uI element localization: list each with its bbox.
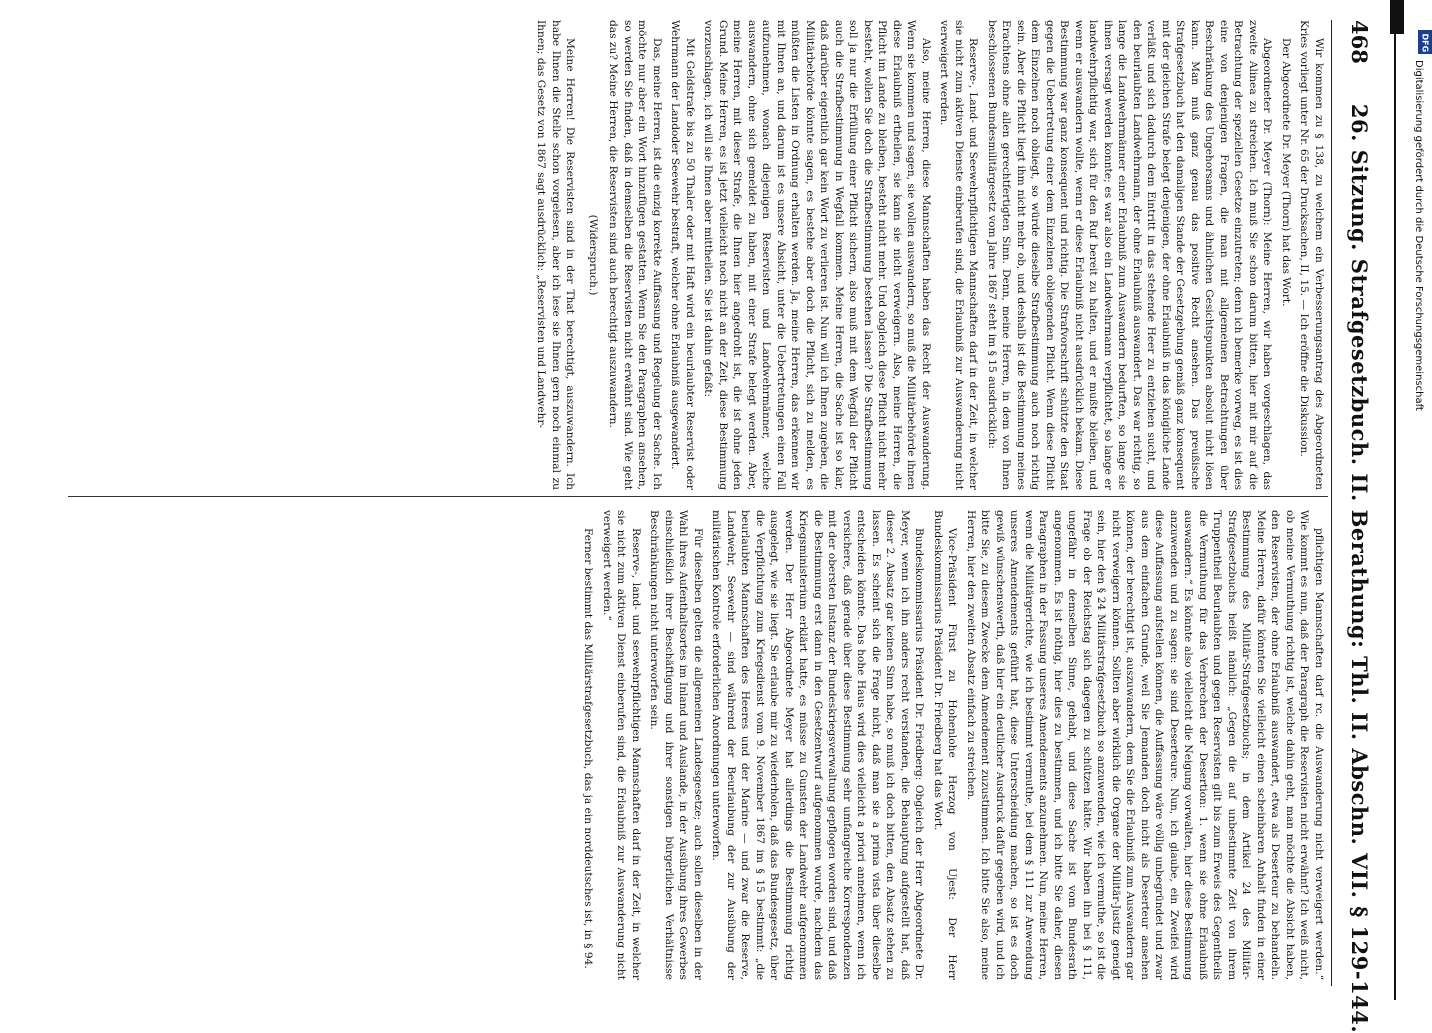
- interjection: (Widerspruch.): [587, 214, 599, 296]
- paragraph: Vice-Präsident Fürst zu Hohenlohe Herzog von Ujest: Der Herr Bundeskommissarius Präsident Dr. Friedberg hat das Wort.: [932, 510, 959, 980]
- paragraph: Also, meine Herren, diese Mannschaften haben das Recht der Auswanderung. Wenn sie kommen und sagen, sie wollen auswandern, so muß die Militärbehörde ihnen diese Erlaubniß ertheilen, sie kann sie nicht verweigern. Also, meine Herren, die Pflicht im Lande zu bleiben, besteht nicht mehr. Und obgleich diese Pflicht nicht mehr besteht, wollen Sie doch die Strafbestimmung bestehen lassen? Die Strafbestimmung soll ja nur die Erfüllung einer Pflicht sichern, also muß mit dem Wegfall der Pflicht auch die Strafbestimmung in Wegfall kommen. Meine Herren, die Sache ist so klar, daß darüber eigentlich gar kein Wort zu verlieren ist. Nun will ich Ihnen zugeben, die Militärbehörde könnte sagen, es bestehe aber doch die Pflicht, sich zu melden, es müßten die Listen in Ordnung erhalten werden. Ja, meine Herren, das erkennen wir mit Ihnen an, und darum ist es unsere Absicht, unter die Uebertretungen einen Fall aufzunehmen, wonach diejenigen Reservisten und Landwehrmänner, welche auswandern, ohne sich gemeldet zu haben, mit einer Strafe belegt werden. Aber, meine Herren, mit dieser Strafe, die Ihnen hier angedroht ist, die ist ohne jeden Grund. Meine Herren, es ist jetzt vielleicht noch nicht an der Zeit, diese Bestimmung vorzuschlagen, ich will sie Ihnen aber mittheilen. Sie ist dahin gefaßt:: [702, 20, 932, 490]
- paragraph-quote: Reserve-, Land- und Seewehrpflichtigen Mannschaften darf in der Zeit, in welcher sie nicht zum aktiven Dienste einberufen sind, die Erlaubniß zur Auswanderung nicht verweigert werden.: [938, 20, 980, 490]
- paragraph-quote: Für dieselben gelten die allgemeinen Landesgesetze; auch sollen dieselben in der Wahl ihres Aufenthaltsortes im Inland und Auslande, in der Ausübung ihres Gewerbes einschließlich ihrer Beschäftigung und ihrer sonstigen bürgerlichen Verhältnisse Beschränkungen nicht unterworfen sein.: [648, 510, 704, 980]
- paragraph: Der Abgeordnete Dr. Meyer (Thorn) hat das Wort.: [1280, 38, 1292, 307]
- paragraph: Das, meine Herren, ist die einzig korrekte Auffassung und Regelung der Sache. Ich möchte nur aber ein Wort hinzufügen gestatten. Wenn Sie den Paragraphen ansehen, so werden Sie finden, daß in demselben die Reservisten nicht erwähnt sind. Wie geht das zu? Meine Herren, die Reservisten sind auch berechtigt auszuwandern.: [607, 20, 663, 490]
- paragraph-quote: Reserve-, land- und seewehrpflichtigen Mannschaften darf in der Zeit, in welcher sie nicht zum aktiven Dienst einberufen sind, die Erlaubniß zur Auswanderung nicht verweigert werden.“: [601, 510, 642, 980]
- running-title: 26. Sitzung. Strafgesetzbuch. II. Berathung: Thl. II. Abschn. VII. § 129-144.: [1347, 103, 1372, 1033]
- paragraph: pflichtigen Mannschaften darf rc. die Auswanderung nicht verweigert werden.“ Wie kommt es nun, daß der Paragraph die Reservisten nicht erwähnt? Ich weiß nicht, ob meine Vermuthung richtig ist, welche dahin geht, man möchte die Absicht haben, den Reservisten, der ohne Erlaubniß auswandert, etwa als Deserteur zu behandeln. Meine Herren, dafür könnten Sie vielleicht einen scheinbaren Anhalt finden in einer Bestimmung des Militär-Strafgesetzbuchs; in dem Artikel 24 des Militär-Strafgesetzbuchs heißt nämlich: „Gegen die auf unbestimmte Zeit von ihrem Truppentheil Beurlaubten und gegen Reservisten gilt bis zum Erweis des Gegentheils die Vermuthung für das Verbrechen der Desertion: 1. wenn sie ohne Erlaubniß auswandern.“ Es könnte also vielleicht die Neigung vorwalten, hier diese Bestimmung anzuwenden und zu sagen: sie sind Deserteure. Nun, ich glaube, ein Zweifel wird diese Auffassung aufstellen können, die Auffassung wäre völlig unbegründet und zwar aus dem einfachen Grunde, weil Sie Jemanden doch nicht als Deserteur ansehen können, der berechtigt ist, auszuwandern, dem Sie die Erlaubniß zum Auswandern gar nicht verweigern können. Sollten aber wirklich die Organe der Militär-Justiz geneigt sein, hier den § 24 Militärstrafgesetzbuch so anzuwenden, wie ich vermuthe, so ist die Frage ob der Reichstag sich dagegen zu schützen hätte. Wir haben ihn bei § 111, ungefähr in demselben Sinne, gehabt, und diese Sache ist vom Bundesrath angenommen. Es ist nöthig, hier dies zu bestimmen, und ich bitte Sie daher, diesen Paragraphen in der Fassung unseres Amendements anzunehmen. Nun, meine Herren, wenn die Militärgerichte, wie ich bestimmt vermuthe, bei dem § 111 zur Anwendung unseres Amendements geführt hat, diese Unterscheidung machen, so ist es doch gewiß wünschenswerth, daß hier ein deutlicher Ausdruck dafür gegeben wird, und ich bitte Sie, zu diesem Zwecke dem Amendement zuzustimmen. Ich bitte Sie also, meine Herren, hier den zweiten Absatz einfach zu streichen.: [965, 510, 1325, 980]
- paragraph: Bundeskommissarius Präsident Dr. Friedberg: Obgleich der Herr Abgeordnete Dr. Meyer, wenn ich ihn anders recht verstanden, die Behauptung aufgestellt hat, daß dieser 2. Absatz gar keinen Sinn habe, so muß ich doch bitten, den Absatz stehen zu lassen. Es scheint sich die Frage nicht, daß man sie a prima vista über dieselbe entscheiden könnte. Das hohe Haus wird dies vielleicht a priori annehmen, wenn ich versichere, daß gerade über diese Bestimmung sehr umfangreiche Korrespondenzen mit der obersten Instanz der Bundeskriegsverwaltung gepflogen worden sind, und daß die Bestimmung erst dann in den Gesetzentwurf aufgenommen wurde, nachdem das Kriegsministerium erklärt hatte, es müsse zu Gunsten der Landwehr aufgenommen werden. Der Herr Abgeordnete Meyer hat allerdings die Bestimmung richtig ausgelegt, wie sie liegt. Sie erlaube mir zu wiederholen, daß das Bundesgesetz, über die Verpflichtung zum Kriegsdienst vom 9. November 1867 im § 15 bestimmt: „die beurlaubten Mannschaften des Heeres und der Marine — und zwar die Reserve, Landwehr, Seewehr — sind während der Beurlaubung der zur Ausübung der militärischen Kontrole erforderlichen Anordnungen unterworfen.: [710, 510, 926, 980]
- paragraph-quote: Mit Geldstrafe bis zu 50 Thaler oder mit Haft wird ein beurlaubter Reservist oder Wehrmann der Landoder Seewehr bestraft, welcher ohne Erlaubniß ausgewandert.: [669, 20, 696, 490]
- paragraph: Ferner bestimmt das Militärstrafgesetzbuch, das ja ein norddeutsches ist, in § 94.: [582, 528, 595, 969]
- page-number: 468: [1347, 20, 1372, 64]
- digitization-credit: Digitalisierung gefördert durch die Deutsche Forschungsgemeinschaft: [1413, 60, 1424, 411]
- dfg-logo-text: DFG: [1420, 33, 1430, 53]
- text-column-left: [76, 20, 1326, 490]
- page-edge-rule: [1394, 0, 1396, 1000]
- text-column-right: [76, 510, 1326, 980]
- dfg-logo: [1418, 30, 1432, 54]
- page-header: [1331, 20, 1372, 1033]
- scan-edge-mark: [1390, 0, 1404, 34]
- paragraph: Wir kommen zu § 138, zu welchem ein Verbesserungsantrag des Abgeordneten Kries vorliegt unter Nr. 65 der Drucksachen, II, 15. — Ich eröffne die Diskussion.: [1298, 20, 1325, 490]
- column-divider: [68, 496, 1328, 497]
- paragraph: Meine Herren! Die Reservisten sind in der That berechtigt, auszuwandern. Ich habe Ihnen die Stelle schon vorgelesen, aber ich lese sie Ihnen gern noch einmal zu Ihnen; das Gesetz von 1867 sagt ausdrücklich: „Reservisten und Landwehr-: [535, 20, 577, 490]
- paragraph: Abgeordneter Dr. Meyer (Thorn): Meine Herren, wir haben vorgeschlagen, das zweite Alinea zu streichen. Ich muß Sie schon darum bitten, hier mit mir auf die Betrachtung der speziellen Gesetze einzutreten; denn ich bemerke vorweg, es ist dies eine von denjenigen Fragen, die man mit allgemeinen Betrachtungen über Beschränkung des Ungehorsams und ähnlichen Gesichtspunkten absolut nicht lösen kann. Man muß ganz genau das positive Recht ansehen. Das preußische Strafgesetzbuch hat den damaligen Stande der Gesetzgebung gemäß ganz konsequent mit der gleichen Strafe belegt denjenigen, der ohne Erlaubniß in das königliche Lande verläßt und sich dadurch dem Eintritt in das stehende Heer zu entziehen sucht, und den beurlaubten Landwehrmann, der ohne Erlaubniß auswandert. Das war richtig, so lange die Landwehrmänner einer Erlaubniß zum Auswandern bedurften, so lange sie ihnen versagt werden konnte; es war also ein Landwehrmann verpflichtet, so lange er landwehrpflichtig war, sich für den Ruf bereit zu halten, und er mußte bleiben, und wenn er auswandern wollte, wenn er diese Erlaubniß nicht ausdrücklich bekam. Diese Bestimmung war ganz konsequent und richtig. Die Strafvorschrift schützte den Staat gegen die Uebertretung einer dem Einzelnen obliegenden Pflicht. Wenn diese Pflicht dem Einzelnen noch obliegt, so würde dieselbe Strafbestimmung auch noch richtig sein. Aber die Pflicht liegt ihm nicht mehr ob, und deshalb ist die Bestimmung meines Erachtens ohne allen gerechtfertigten Sinn. Denn, meine Herren, in dem von Ihnen beschlossenen Bundesmilitärgesetz vom Jahre 1867 steht im § 15 ausdrücklich:: [986, 20, 1274, 490]
